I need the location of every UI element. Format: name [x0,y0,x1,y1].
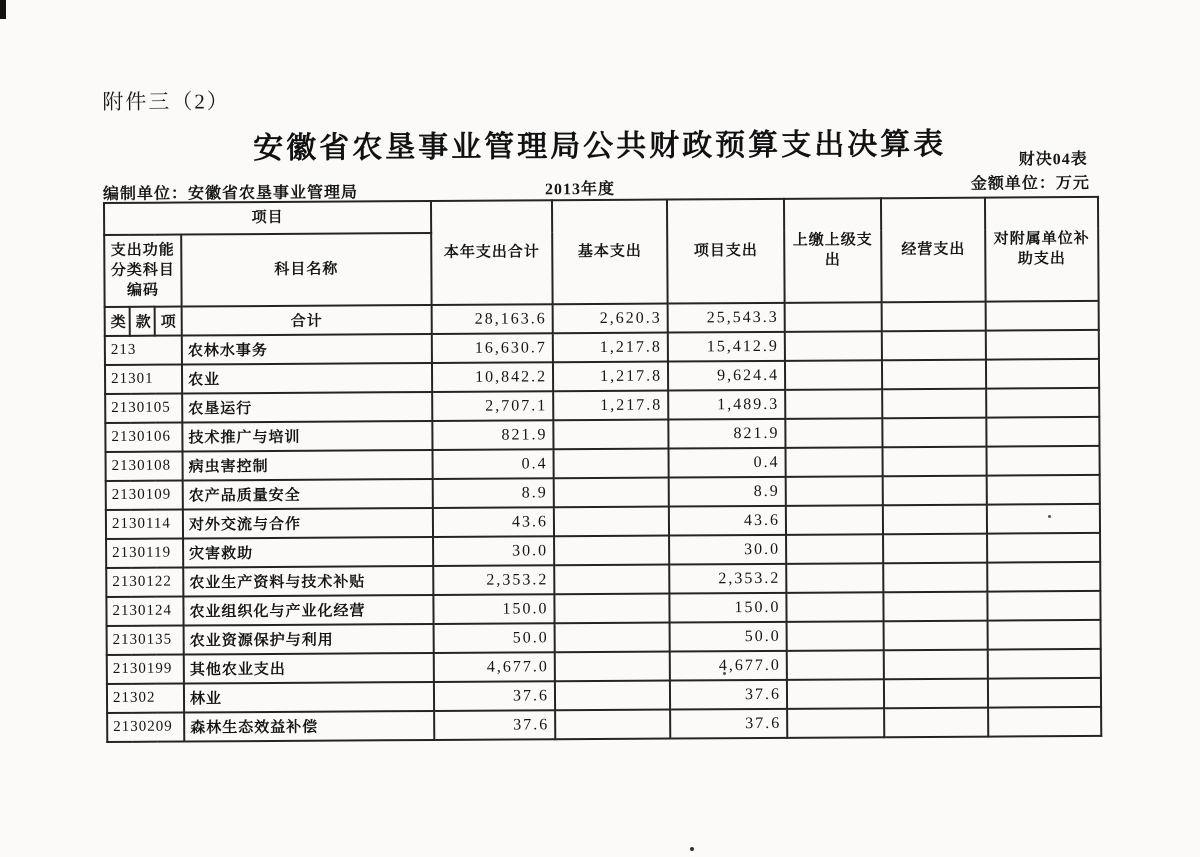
upper-level-value [786,476,883,506]
basic-expense-value [555,710,670,740]
fiscal-year-label: 2013年度 [544,180,615,199]
function-code-cell: 2130199 [107,655,184,684]
upper-level-value [785,302,882,332]
operating-value [882,360,986,390]
upper-level-value [787,708,884,738]
project-expense-value: 1,489.3 [668,390,785,420]
project-expense-value: 43.6 [669,506,786,536]
table-body [105,301,1102,742]
header-basic: 基本支出 [552,200,668,305]
year-total-value: 16,630.7 [432,333,553,363]
function-code-cell: 2130106 [105,423,182,452]
basic-expense-value [554,565,669,595]
prepared-by-label: 编制单位：安徽省农垦事业管理局 [102,184,358,204]
subsidy-value [987,591,1100,621]
project-expense-value: 30.0 [669,535,786,565]
subsidy-value [986,359,1099,389]
subject-name-cell: 合计 [182,305,432,336]
project-expense-value: 2,353.2 [669,564,786,594]
function-code-cell: 21301 [105,365,182,394]
header-upper-level: 上缴上级支出 [784,198,882,303]
subsidy-value [987,504,1100,534]
year-total-value: 43.6 [433,507,554,537]
subject-name-cell: 灾害救助 [183,537,433,568]
subject-name-cell: 农林水事务 [182,334,432,365]
subject-name-cell: 农产品质量安全 [183,479,433,510]
subsidy-value [986,417,1099,447]
upper-level-value [785,360,882,390]
year-total-value: 30.0 [433,536,554,566]
header-subject-name: 科目名称 [181,233,431,307]
basic-expense-value [554,478,669,508]
subsidy-value [986,330,1099,360]
basic-expense-value [555,623,670,653]
project-expense-value: 9,624.4 [668,361,785,391]
operating-value [884,621,988,651]
subsidy-value [987,562,1100,592]
operating-value [882,331,986,361]
subject-name-cell: 农业生产资料与技术补贴 [183,566,433,597]
upper-level-value [785,331,882,361]
year-total-value: 821.9 [432,420,553,450]
project-expense-value: 37.6 [670,709,787,739]
upper-level-value [786,534,883,564]
basic-expense-value: 1,217.8 [553,391,668,421]
basic-expense-value [554,594,669,624]
basic-expense-value: 1,217.8 [553,333,668,363]
operating-value [883,447,987,477]
project-expense-value: 25,543.3 [668,303,785,333]
subsidy-value [987,446,1100,476]
year-total-value: 2,353.2 [433,565,554,595]
subject-name-cell: 农业 [182,363,432,394]
subsidy-value [987,533,1100,563]
function-code-cell: 2130135 [107,626,184,655]
year-total-value: 37.6 [434,681,555,711]
project-expense-value: 50.0 [670,622,787,652]
project-expense-value: 8.9 [669,477,786,507]
attachment-label: 附件三（2） [102,89,230,115]
function-code-cell: 2130105 [105,394,182,423]
year-total-value: 50.0 [434,623,555,653]
operating-value [883,592,987,622]
function-code-cell: 2130209 [107,713,184,742]
operating-value [883,534,987,564]
subsidy-value [988,707,1101,737]
operating-value [884,708,988,738]
operating-value [884,650,988,680]
subject-name-cell: 农业组织化与产业化经营 [183,595,433,626]
basic-expense-value [554,449,669,479]
subject-name-cell: 农垦运行 [182,392,432,423]
function-code-cell: 213 [105,336,182,365]
function-code-cell: 2130119 [106,539,183,568]
upper-level-value [787,650,884,680]
year-total-value: 2,707.1 [432,391,553,421]
upper-level-value [786,505,883,535]
header-code-group: 支出功能分类科目编码 [104,235,181,307]
subject-name-cell: 其他农业支出 [184,653,434,684]
year-total-value: 0.4 [433,449,554,479]
year-total-value: 150.0 [433,594,554,624]
document-title: 安徽省农垦事业管理局公共财政预算支出决算表 [253,127,947,166]
subject-name-cell: 农业资源保护与利用 [184,624,434,655]
operating-value [883,563,987,593]
function-code-cell: 2130109 [106,481,183,510]
function-code-cell: 2130108 [106,452,183,481]
header-project-expense: 项目支出 [667,199,785,304]
year-total-value: 10,842.2 [432,362,553,392]
project-expense-value: 37.6 [670,680,787,710]
basic-expense-value [553,420,668,450]
upper-level-value [787,679,884,709]
function-code-cell: 2130114 [106,510,183,539]
project-expense-value: 150.0 [669,593,786,623]
header-row-1 [104,197,1098,235]
subsidy-value [986,388,1099,418]
table-row [107,707,1101,742]
year-total-value: 8.9 [433,478,554,508]
header-operating: 经营支出 [881,198,986,303]
header-subsidy: 对附属单位补助支出 [985,197,1099,302]
header-project-group: 项目 [104,201,431,235]
basic-expense-value [554,507,669,537]
project-expense-value: 15,412.9 [668,332,785,362]
function-code-cell: 2130124 [106,597,183,626]
function-code-cell: 2130122 [106,568,183,597]
year-total-value: 37.6 [434,710,555,740]
amount-unit-label: 金额单位：万元 [970,174,1090,193]
subject-name-cell: 森林生态效益补偿 [184,711,434,742]
upper-level-value [785,389,882,419]
project-expense-value: 821.9 [668,419,785,449]
operating-value [882,302,986,332]
upper-level-value [785,418,882,448]
operating-value [883,476,987,506]
subsidy-value [988,649,1101,679]
upper-level-value [786,563,883,593]
budget-table [103,196,1102,743]
year-total-value: 28,163.6 [432,304,553,334]
project-expense-value: 4,677.0 [670,651,787,681]
subject-name-cell: 病虫害控制 [183,450,433,481]
subsidy-value [987,475,1100,505]
basic-expense-value: 1,217.8 [553,362,668,392]
subsidy-value [988,678,1101,708]
form-code-label: 财决04表 [1018,150,1088,169]
operating-value [882,418,986,448]
project-expense-value: 0.4 [669,448,786,478]
upper-level-value [786,592,883,622]
upper-level-value [787,621,884,651]
upper-level-value [786,447,883,477]
operating-value [884,679,988,709]
subheader-section: 款 [130,307,155,336]
subsidy-value [986,301,1099,331]
subheader-item: 项 [155,307,182,336]
basic-expense-value [555,681,670,711]
operating-value [882,389,986,419]
basic-expense-value [554,536,669,566]
basic-expense-value [555,652,670,682]
operating-value [883,505,987,535]
subject-name-cell: 对外交流与合作 [183,508,433,539]
basic-expense-value: 2,620.3 [553,304,668,334]
subject-name-cell: 林业 [184,682,434,713]
subject-name-cell: 技术推广与培训 [182,421,432,452]
function-code-cell: 21302 [107,684,184,713]
subheader-class: 类 [105,307,130,336]
subsidy-value [988,620,1101,650]
header-year-total: 本年支出合计 [431,200,553,305]
year-total-value: 4,677.0 [434,652,555,682]
